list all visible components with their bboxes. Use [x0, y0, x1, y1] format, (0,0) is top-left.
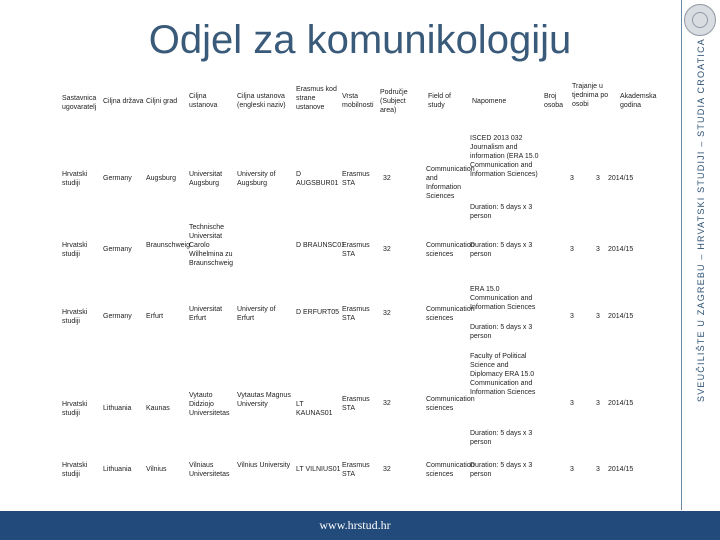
university-seal-icon: [684, 4, 716, 36]
row3-drzava: Germany: [103, 313, 132, 320]
footer-bar: [0, 511, 720, 540]
header-podrucje: Područje (Subject area): [380, 89, 408, 114]
sidebar-text: SVEUČILIŠTE U ZAGREBU – HRVATSKI STUDIJI – STUDIA CROATICA: [696, 38, 706, 402]
row2-broj: 3: [570, 246, 574, 253]
row3-napomene2: Duration: 5 days x 3 person: [470, 324, 533, 340]
header-drzava: Ciljna država: [103, 98, 144, 105]
row5-napomene: Duration: 5 days x 3 person: [470, 462, 533, 478]
row4-napomene: Faculty of Political Science and Diplomacy ERA 15.0 Communication and Information Sciences: [470, 353, 536, 396]
row4-sastavnica: Hrvatski studiji: [62, 401, 88, 417]
row2-erasmus-kod: D BRAUNSC01: [296, 242, 346, 249]
row5-sastavnica: Hrvatski studiji: [62, 462, 88, 478]
row1-vrsta: Erasmus STA: [342, 171, 370, 187]
header-ustanova: Ciljna ustanova: [189, 93, 218, 109]
row1-napomene: ISCED 2013 032 Journalism and information (ERA 15.0 Communication and Information Sciences): [470, 135, 539, 178]
row1-sastavnica: Hrvatski studiji: [62, 171, 88, 187]
row1-ustanova: Universitat Augsburg: [189, 171, 223, 187]
row5-godina: 2014/15: [608, 466, 634, 473]
row5-ustanova: Vilniaus Universitetas: [189, 462, 230, 478]
page-title: Odjel za komunikologiju: [148, 18, 572, 62]
row3-field: Communication sciences: [426, 306, 475, 322]
row4-erasmus-kod: LT KAUNAS01: [296, 401, 333, 417]
row5-drzava: Lithuania: [103, 466, 132, 473]
row5-broj: 3: [570, 466, 574, 473]
row2-sastavnica: Hrvatski studiji: [62, 242, 88, 258]
sidebar-text-wrap: [688, 38, 714, 498]
row3-broj: 3: [570, 313, 574, 320]
row4-napomene2: Duration: 5 days x 3 person: [470, 430, 533, 446]
header-sastavnica: Sastavnica ugovaratelj: [62, 95, 97, 111]
row5-erasmus-kod: LT VILNIUS01: [296, 466, 341, 473]
row1-napomene2: Duration: 5 days x 3 person: [470, 204, 533, 220]
header-trajanje: Trajanje u tjednima po osobi: [572, 83, 609, 108]
row1-broj: 3: [570, 175, 574, 182]
row2-napomene: Duration: 5 days x 3 person: [470, 242, 533, 258]
row5-grad: Vilnius: [146, 466, 167, 473]
header-broj: Broj osoba: [544, 93, 564, 109]
row4-podrucje: 32: [383, 400, 391, 407]
row3-ustanova: Universitat Erfurt: [189, 306, 223, 322]
row1-ustanova-en: University of Augsburg: [237, 171, 276, 187]
row4-ustanova: Vytauto Didziojo Universitetas: [189, 392, 230, 417]
row1-godina: 2014/15: [608, 175, 634, 182]
row1-field: Communication and Information Sciences: [426, 166, 475, 200]
row2-ustanova: Technische Universitat Carolo Wilhelmina zu Braunschweig: [189, 224, 233, 267]
header-erasmus-kod: Erasmus kod strane ustanove: [296, 86, 337, 111]
row5-vrsta: Erasmus STA: [342, 462, 370, 478]
row2-vrsta: Erasmus STA: [342, 242, 370, 258]
row4-vrsta: Erasmus STA: [342, 396, 370, 412]
row1-trajanje: 3: [596, 175, 600, 182]
row2-podrucje: 32: [383, 246, 391, 253]
row5-ustanova-en: Vilnius University: [237, 462, 291, 469]
row1-erasmus-kod: D AUGSBUR01: [296, 171, 339, 187]
row3-ustanova-en: University of Erfurt: [237, 306, 276, 322]
row5-field: Communication sciences: [426, 462, 475, 478]
row3-vrsta: Erasmus STA: [342, 306, 370, 322]
row4-grad: Kaunas: [146, 405, 170, 412]
header-vrsta: Vrsta mobilnosti: [342, 93, 374, 109]
row3-napomene: ERA 15.0 Communication and Information Sciences: [470, 286, 536, 311]
header-ustanova-en: Ciljna ustanova (engleski naziv): [237, 93, 286, 109]
row3-grad: Erfurt: [146, 313, 164, 320]
header-godina: Akademska godina: [620, 93, 657, 109]
row2-godina: 2014/15: [608, 246, 634, 253]
row3-erasmus-kod: D ERFURT05: [296, 309, 340, 316]
header-napomene: Napomene: [472, 98, 507, 105]
row5-trajanje: 3: [596, 466, 600, 473]
header-grad: Ciljni grad: [146, 98, 178, 105]
row4-broj: 3: [570, 400, 574, 407]
row3-godina: 2014/15: [608, 313, 634, 320]
row2-grad: Braunschweig: [146, 242, 190, 249]
row4-drzava: Lithuania: [103, 405, 132, 412]
row2-drzava: Germany: [103, 246, 132, 253]
row3-sastavnica: Hrvatski studiji: [62, 309, 88, 325]
sidebar-banner: [681, 0, 720, 510]
row1-grad: Augsburg: [146, 175, 176, 182]
row1-podrucje: 32: [383, 175, 391, 182]
row4-godina: 2014/15: [608, 400, 634, 407]
header-field: Field of study: [428, 93, 451, 109]
row3-trajanje: 3: [596, 313, 600, 320]
row5-podrucje: 32: [383, 466, 391, 473]
row2-field: Communication sciences: [426, 242, 475, 258]
footer-url[interactable]: www.hrstud.hr: [319, 518, 391, 532]
row4-field: Communication sciences: [426, 396, 475, 412]
row1-drzava: Germany: [103, 175, 132, 182]
row3-podrucje: 32: [383, 310, 391, 317]
row4-ustanova-en: Vytautas Magnus University: [237, 392, 291, 408]
row2-trajanje: 3: [596, 246, 600, 253]
row4-trajanje: 3: [596, 400, 600, 407]
